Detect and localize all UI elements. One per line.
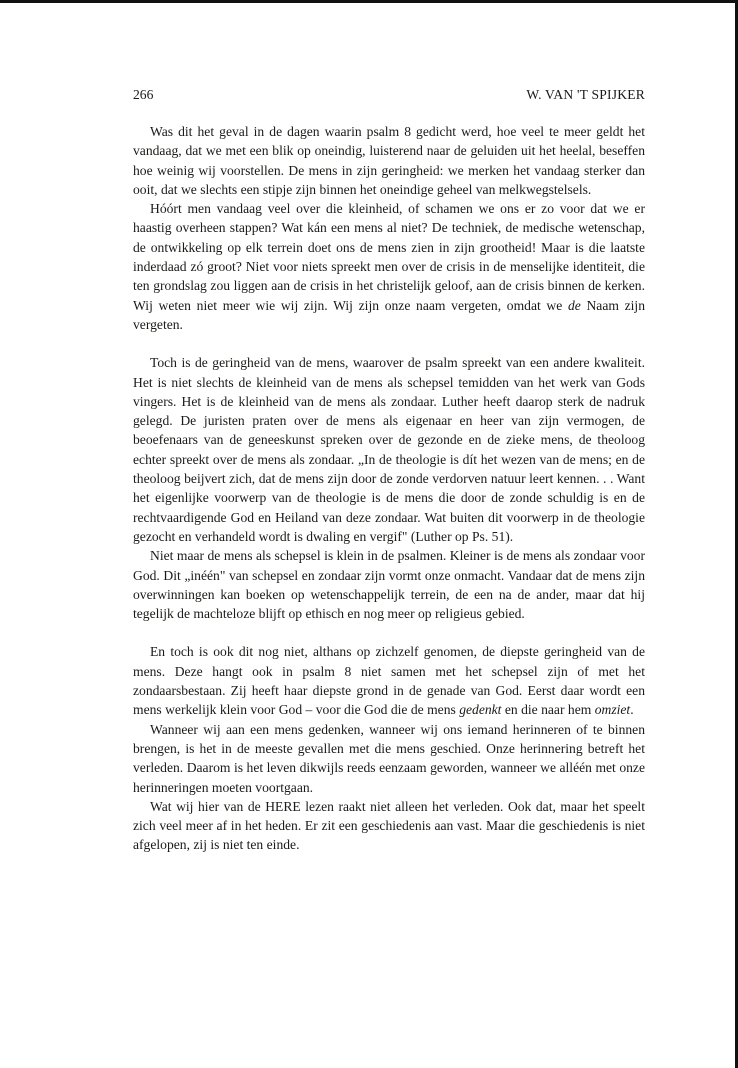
running-head-author: W. VAN 'T SPIJKER	[526, 87, 645, 102]
paragraph-2: Hóórt men vandaag veel over die kleinheid, of schamen we ons er zo voor dat we er haastig overheen stappen? Wat kán een mens al niet? De techniek, de medische wetenschap, de ontwikkeling op elk terrein doet ons de mens zien in zijn grootheid! Maar is die laatste inderdaad zó groot? Niet voor niets spreekt men over de crisis in de menselijke identiteit, die ten grondslag zou liggen aan de crisis in het christelijk geloof, aan de crisis binnen de kerken. Wij weten niet meer wie wij zijn. Wij zijn onze naam vergeten, omdat we de Naam zijn vergeten.	[133, 201, 646, 332]
paragraph-6: Wanneer wij aan een mens gedenken, wanneer wij ons iemand herinneren of te binnen brengen, is het in de meeste gevallen met die mens geschied. Onze herinnering betreft het verleden. Daarom is het leven dikwijls reeds eenzaam geworden, wanneer we alléén met onze herinneringen moeten voortgaan.	[133, 721, 645, 795]
page-number: 266	[133, 87, 154, 102]
paragraph-3: Toch is de geringheid van de mens, waarover de psalm spreekt van een andere kwaliteit. Het is niet slechts de kleinheid van de mens als schepsel temidden van het werk van Gods vingers. Het is de kleinheid van de mens als zondaar. Luther heeft daarop sterk de nadruk gelegd. De juristen praten over de mens als eigenaar en heer van zijn vermogen, de beoefenaars van de geneeskunst spreken over de gezonde en de zieke mens, de theoloog echter spreekt over de mens als zondaar. „In de theologie is dít het wezen van de mens; en de theoloog beijvert zich, dat de mens zijn door de zonde verdorven natuur leert kennen. . . Want het eigenlijke voorwerp van de theologie is de mens die door de zonde schuldig is en de rechtvaardigende God en Heiland van deze zondaar. Wat buiten dit voorwerp in de theologie gezocht en verhandeld wordt is dwaling en vergif" (Luther op Ps. 51).	[133, 355, 645, 544]
paragraph-4: Niet maar de mens als schepsel is klein in de psalmen. Kleiner is de mens als zondaar voor God. Dit „inéén" van schepsel en zondaar zijn vormt onze onmacht. Vandaar dat de mens zijn overwinningen kan boeken op wetenschappelijk terrein, de een na de ander, maar dat hij tegelijk de machteloze blijft op ethisch en nog meer op religieus gebied.	[133, 548, 645, 622]
emphasis-de: de	[567, 297, 581, 313]
paragraph-5: En toch is ook dit nog niet, althans op zichzelf genomen, de diepste geringheid van de mens. Deze hangt ook in psalm 8 niet samen met het schepsel zijn of met het zondaarsbestaan. Zij heeft haar diepste grond in de genade van God. Eerst daar wordt een mens werkelijk klein voor God – voor die God die de mens gedenkt en die naar hem omziet.	[133, 644, 645, 718]
paragraph-1: Was dit het geval in de dagen waarin psalm 8 gedicht werd, hoe veel te meer geldt het vandaag, dat we met een blik op oneindig, luisterend naar de geluiden uit het heelal, beseffen hoe weinig wij voorstellen. De mens in zijn geringheid: we merken het vandaag sterker dan ooit, dat we slechts een stipje zijn binnen het oneindige geheel van melkwegstelsels.	[133, 124, 645, 197]
emphasis-gedenkt: gedenkt	[459, 702, 502, 718]
paragraph-7: Wat wij hier van de HERE lezen raakt niet alleen het verleden. Ook dat, maar het speelt zich veel meer af in het heden. Er zit een geschiedenis aan vast. Maar die geschiedenis is niet afgelopen, zij is niet ten einde.	[133, 798, 645, 853]
body-text	[133, 122, 645, 855]
emphasis-omziet: omziet	[594, 702, 631, 718]
page-header	[133, 87, 645, 105]
